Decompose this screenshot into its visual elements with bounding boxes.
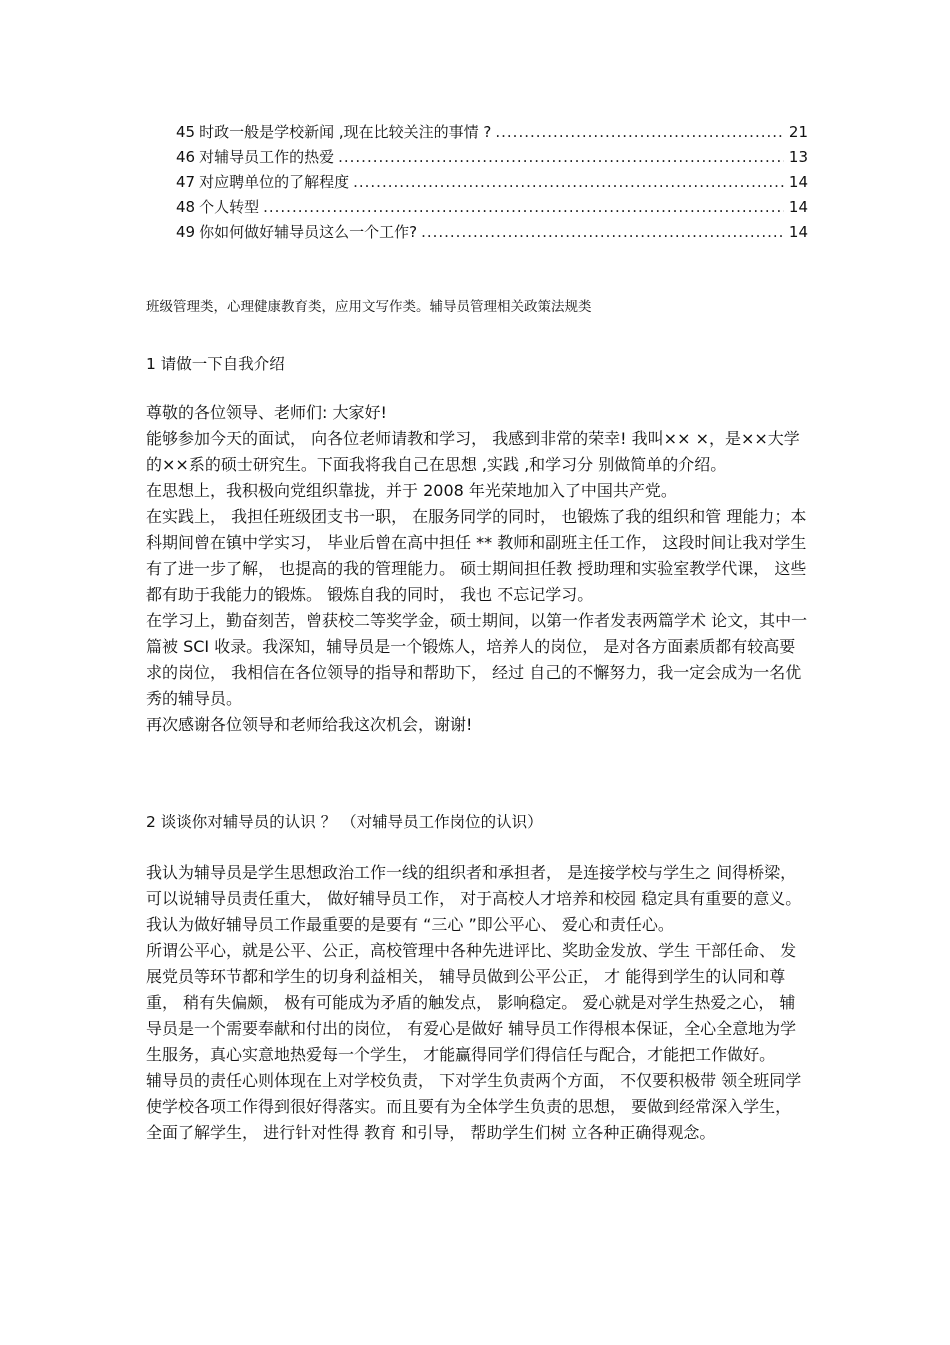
toc-leader-dots bbox=[421, 220, 784, 245]
toc-entry-title: 对应聘单位的了解程度 bbox=[199, 173, 350, 191]
toc-entry-number: 47 bbox=[176, 173, 196, 191]
paragraph: 辅导员的责任心则体现在上对学校负责， 下对学生负责两个方面， 不仅要积极带 领全班同学使学校各项工作得到很好得落实。而且要有为全体学生负责的思想， 要做到经常深入学生， 全面了解学生， 进行针对性得 教育 和引导， 帮助学生们树 立各种正确得观念。 bbox=[146, 1071, 802, 1142]
toc-leader-dots bbox=[353, 170, 784, 195]
toc-entry-number: 49 bbox=[176, 223, 196, 241]
toc-entry-page: 14 bbox=[788, 173, 808, 191]
toc-entry[interactable] bbox=[176, 120, 808, 145]
toc-leader-dots bbox=[338, 145, 784, 170]
paragraph: 能够参加今天的面试， 向各位老师请教和学习， 我感到非常的荣幸! 我叫×× ×，是××大学的××系的硕士研究生。下面我将我自己在思想 ,实践 ,和学习分 别做简单的介绍。 bbox=[146, 429, 800, 474]
paragraph: 我认为辅导员是学生思想政治工作一线的组织者和承担者， 是连接学校与学生之 间得桥梁， 可以说辅导员责任重大， 做好辅导员工作， 对于高校人才培养和校园 稳定具有重要的意义。我认为做好辅导员工作最重要的是要有 “三心 ”即公平心、 爱心和责任心。 bbox=[146, 863, 802, 934]
toc-entry-number: 46 bbox=[176, 148, 196, 166]
toc-entry-page: 14 bbox=[788, 198, 808, 216]
section-body-self-introduction bbox=[146, 400, 811, 738]
paragraph: 尊敬的各位领导、老师们: 大家好! bbox=[146, 403, 387, 422]
toc-entry-page: 13 bbox=[788, 148, 808, 166]
toc-entry[interactable] bbox=[176, 195, 808, 220]
paragraph: 所谓公平心，就是公平、公正，高校管理中各种先进评比、奖助金发放、学生 干部任命、 发展党员等环节都和学生的切身利益相关， 辅导员做到公平公正， 才 能得到学生的认同和尊重， 稍有失偏颇， 极有可能成为矛盾的触发点， 影响稳定。 爱心就是对学生热爱之心， 辅导员是一个需要奉献和付出的岗位， 有爱心是做好 辅导员工作得根本保证，全心全意地为学生服务，真心实意地热爱每一个学生， 才能赢得同学们得信任与配合，才能把工作做好。 bbox=[146, 941, 797, 1064]
toc-entry[interactable] bbox=[176, 170, 808, 195]
paragraph: 在学习上，勤奋刻苦，曾获校二等奖学金，硕士期间，以第一作者发表两篇学术 论文，其中一篇被 SCI 收录。我深知，辅导员是一个锻炼人，培养人的岗位， 是对各方面素质都有较高要求的岗位， 我相信在各位领导的指导和帮助下， 经过 自己的不懈努力，我一定会成为一名优秀的辅导员。 bbox=[146, 611, 808, 708]
toc-entry-title: 对辅导员工作的热爱 bbox=[199, 148, 335, 166]
toc-entry-page: 21 bbox=[788, 123, 808, 141]
category-list: 班级管理类，心理健康教育类，应用文写作类。辅导员管理相关政策法规类 bbox=[146, 299, 592, 315]
toc-leader-dots bbox=[263, 195, 784, 220]
toc-entry-title: 个人转型 bbox=[199, 198, 260, 216]
toc-entry-page: 14 bbox=[788, 223, 808, 241]
toc-entry[interactable] bbox=[176, 145, 808, 170]
toc-entry-number: 48 bbox=[176, 198, 196, 216]
paragraph: 在实践上， 我担任班级团支书一职， 在服务同学的同时， 也锻炼了我的组织和管 理能力；本科期间曾在镇中学实习， 毕业后曾在高中担任 ** 教师和副班主任工作， 这段时间让我对学生有了进一步了解， 也提高的我的管理能力。 硕士期间担任教 授助理和实验室教学代课， 这些都有助于我能力的锻炼。 锻炼自我的同时， 我也 不忘记学习。 bbox=[146, 507, 807, 604]
toc-entry[interactable] bbox=[176, 220, 808, 245]
section-heading-counselor-understanding: 2 谈谈你对辅导员的认识 ？ （对辅导员工作岗位的认识） bbox=[146, 813, 543, 831]
section-body-counselor-understanding bbox=[146, 860, 811, 1146]
toc-entry-title: 你如何做好辅导员这么一个工作? bbox=[199, 223, 418, 241]
table-of-contents bbox=[176, 120, 808, 245]
paragraph: 再次感谢各位领导和老师给我这次机会，谢谢! bbox=[146, 715, 473, 734]
section-heading-self-introduction: 1 请做一下自我介绍 bbox=[146, 355, 285, 373]
toc-leader-dots bbox=[495, 120, 784, 145]
paragraph: 在思想上，我积极向党组织靠拢，并于 2008 年光荣地加入了中国共产党。 bbox=[146, 481, 677, 500]
toc-entry-number: 45 bbox=[176, 123, 196, 141]
toc-entry-title: 时政一般是学校新闻 ,现在比较关注的事情 ? bbox=[199, 123, 492, 141]
